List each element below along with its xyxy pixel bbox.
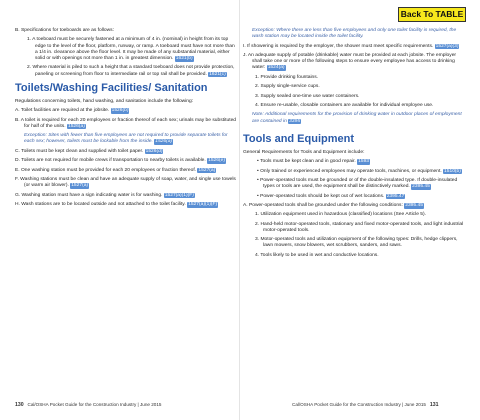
section-heading-tools: Tools and Equipment [243,132,355,145]
toilets-item-g [15,193,237,199]
footer-left-text: Cal/OSHA Pocket Guide for the Construction Industry | June 2015 [27,402,162,407]
ref-link-1527a1f-h[interactable]: 1527(a)(1)(F) [188,201,218,207]
ref-link-2395-45[interactable]: 2395.45 [412,184,430,190]
page-gutter [239,0,240,420]
section-heading-toilets: Toilets/Washing Facilities/ Sanitation [15,81,208,94]
water-step-1: 1. Provide drinking fountains. [255,74,319,80]
right-column [243,28,465,262]
ref-link-2395-45-a[interactable]: 2395.45 [405,202,423,208]
toilets-item-e [15,168,237,174]
toilets-item-b-text: B. A toilet is required for each 20 employees or fraction thereof of each sex; urinals may be substituted for half of the units. [15,117,237,129]
toilets-item-a-text: A. Toilet facilities are required at the jobsite. [15,108,110,114]
toilets-item-h [15,202,237,208]
grounding-condition-1: 1. Utilization equipment used in hazardous (classified) locations (See Article 5). [255,212,426,218]
ref-link-3395[interactable]: 3395 [289,118,301,124]
toilets-item-e-text: E. One washing station must be provided for each 20 employees or fraction thereof. [15,167,197,173]
toeboard-item-1 [15,37,237,62]
ref-link-1510b[interactable]: 1510(b) [444,168,461,174]
footer-right-text: Cal/OSHA Pocket Guide for the Construction Industry | June 2015 [292,402,426,407]
toeboard-item-2-text: 2. Where material is piled to such a height that a standard toeboard does not provide protection, paneling or screening from floor to intermediate rail or top rail shall be provided. [27,65,235,77]
water-step-4: 4. Ensure re-usable, closable containers are available for individual employee use. [255,102,434,108]
toilets-intro: Regulations concerning toilets, hand washing, and sanitation include the following: [15,98,194,104]
ref-link-1621c[interactable]: 1621(c) [209,71,226,77]
page-number-right: 131 [429,402,439,408]
tools-bullet-1-text: Tools must be kept clean and in good repair. [260,159,356,165]
tools-bullet-4-text: Power-operated tools should be kept out of wet locations. [260,193,385,199]
drinking-water-note-text: Note: Additional requirements for the provision of drinking water in outdoor places of employment are contained in [252,112,462,124]
toilets-exception-text: Exception: Sites with fewer than five employees are not required to provide separate toilets for each sex; however, toilets must be lockable from the inside. [24,133,228,145]
water-step-3: 3. Supply sealed one-time use water containers. [255,93,360,99]
grounding-condition-3: 3. Motor-operated tools and utilization equipment of the following types: Drills, hedge clippers, lawn mowers, snow blowers, wet scrubbers, sanders, and saws. [255,237,458,249]
toeboard-item-1-text: 1. A toeboard must be securely fastened at a minimum of 4 in. (nominal) in height from its top edge to the level of the floor, platform, runway, or ramp. A toeboard must have not more than a 1/4 in. clearance above the floor level. It may be made of any substantial material, either solid or with openings not more than 1 in. in greatest dimension. [27,37,235,61]
footer-right [292,402,438,408]
toilets-item-g-text: G. Washing station must have a sign indicating water is for washing. [15,192,163,198]
ref-link-1526d[interactable]: 1526(d) [145,148,163,154]
tools-bullet-2-text: Only trained or experienced employees may operate tools, machines, or equipment. [260,168,442,174]
tools-bullet-3 [243,178,465,190]
tools-bullet-3-text: Power-operated tools must be grounded or of the double-insulated type. If double-insulated types or tools are used, the equipment shall be distinctively marked. [260,177,458,190]
item-i-shower [243,44,465,50]
toilets-item-a [15,108,237,114]
tools-bullet-2 [243,169,465,175]
ref-link-1527a-e[interactable]: 1527(a) [198,167,216,173]
drinking-water-note [243,112,465,124]
toeboard-spec-heading: B. Specifications for toeboards are as follows: [15,28,114,33]
ref-link-2395-47[interactable]: 2395.47 [386,193,405,199]
tools-bullet-1 [243,159,465,165]
footer-left [15,402,161,408]
tools-intro: General Requirements for Tools and Equipment include: [243,149,365,155]
page-number-left: 130 [15,402,24,408]
toilets-item-c-text: C. Toilets must be kept clean and supplied with toilet paper. [15,148,144,154]
tools-bullet-4 [243,194,465,200]
bullet-icon: • [257,168,261,174]
toilets-item-d [15,158,237,164]
ref-link-1526a[interactable]: 1526(a) [67,123,85,129]
ref-link-1621b[interactable]: 1621(b) [175,56,193,61]
grounding-condition-4: 4. Tools likely to be used in wet and conductive locations. [255,252,379,258]
left-column [15,28,237,211]
ref-link-1527a1f-g[interactable]: 1527(a)(1)(F) [164,192,194,198]
ref-link-1593[interactable]: 1593 [358,159,370,165]
toilets-item-c [15,149,237,155]
toilets-item-f [15,177,237,189]
wash-exception: Exception: Where there are less than five employees and only one toilet facility is required, the wash station may be located inside the toilet facility. [252,28,457,40]
back-to-table-button[interactable]: Back To TABLE [398,7,466,22]
tools-item-a [243,203,465,209]
toeboard-item-2 [15,65,237,77]
bullet-icon: • [257,177,261,183]
toilets-item-f-text: F. Washing stations must be clean and have an adequate supply of soap, water, and single use towels (or warm air blower). [15,176,236,189]
bullet-icon: • [257,159,261,165]
water-step-2: 2. Supply single-service cups. [255,84,320,90]
ref-link-1526e[interactable]: 1526(e) [208,158,225,164]
ref-link-1527a-f[interactable]: 1527(a) [71,183,89,189]
ref-link-1526a-exception[interactable]: 1526(a) [155,139,173,145]
bullet-icon: • [257,193,261,199]
toilets-item-b [15,118,237,130]
item-j-text: J. An adequate supply of potable (drinkable) water must be provided at each jobsite. The employer shall take one or more of the following steps to ensure every employee has access to drinking water: [243,52,457,71]
ref-link-1527a3[interactable]: 1527(a)(3) [435,43,459,49]
grounding-condition-2: 2. Hand-held motor-operated tools, stationary and fixed motor-operated tools, and light industrial motor-operated tools. [255,221,464,233]
ref-link-1526b[interactable]: 1526(b) [111,108,129,114]
toilets-item-d-text: D. Toilets are not required for mobile crews if transportation to nearby toilets is available. [15,158,206,164]
toilets-item-h-text: H. Wash stations are to be located outside and not attached to the toilet facility. [15,201,186,207]
tools-item-a-text: A. Power-operated tools shall be grounded under the following conditions: [243,202,403,208]
ref-link-1524a[interactable]: 1524(a) [267,65,285,71]
toilets-exception [15,133,237,145]
item-i-text: I. If showering is required by the employer, the shower must meet specific requirements. [243,43,434,49]
item-j-water [243,53,465,72]
